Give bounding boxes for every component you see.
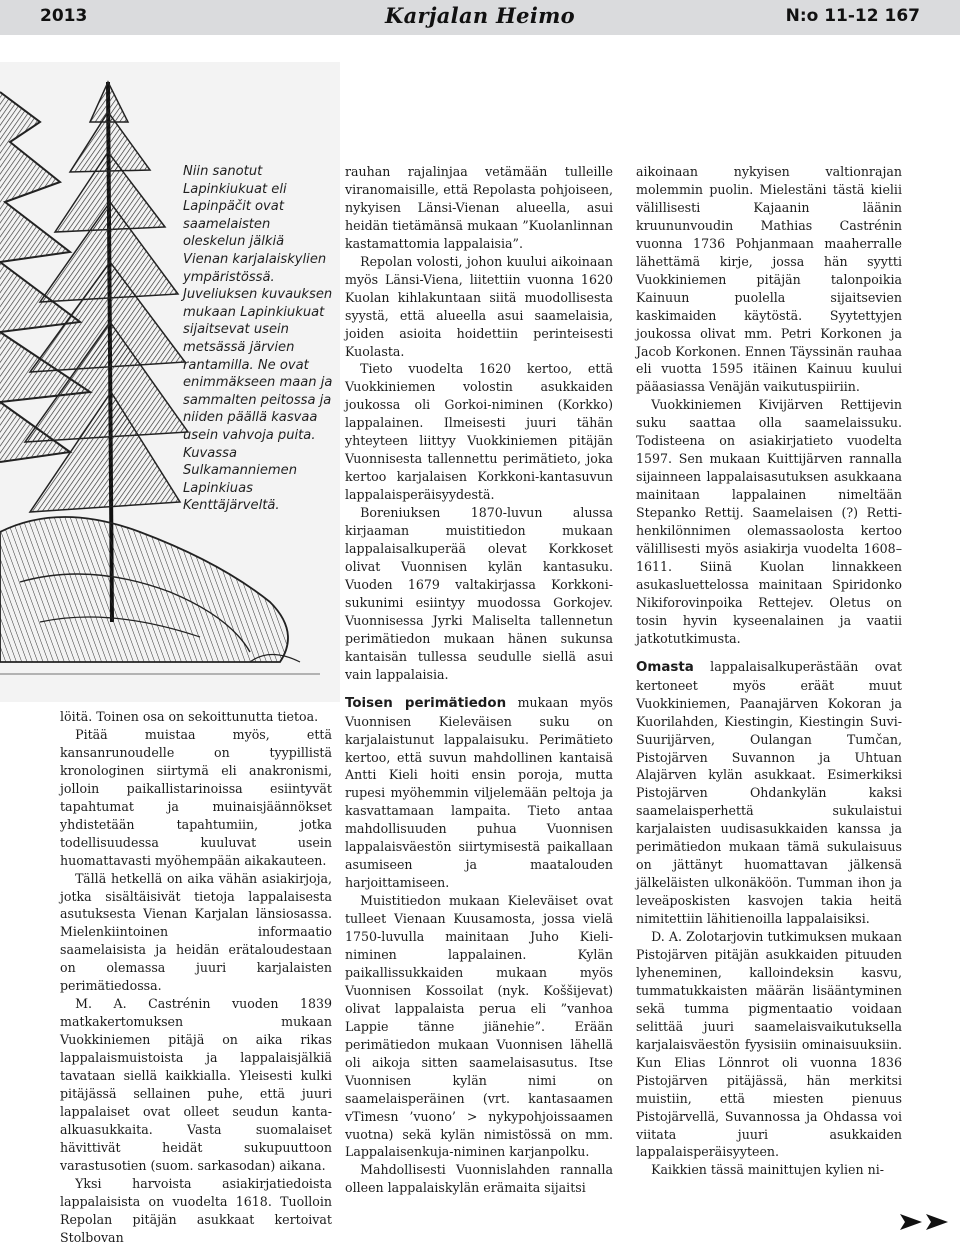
paragraph: Tieto vuodelta 1620 kertoo, että Vuokkiniemen volostin asukkaiden joukossa oli Gorkoi-niminen (Korkko) lappalainen. Ilmeisesti juuri tähän yhteyteen liittyy Vuokkiniemen pitäjän Vuonnisesta tallennettu perimätieto, joka kertoo karjalaisen Korkkoni-kantasuvun lappalaisperäisyydestä. [345,361,613,503]
paragraph: Repolan volosti, johon kuului aikoinaan myös Länsi-Viena, liitettiin vuonna 1620 Kuolan kihlakuntaan siitä muodollisesta syystä, että alueella asui saamelaisia, joiden asioita hoidettiin perinteisesti Kuolasta. [345,253,613,359]
section-paragraph [345,694,613,892]
header-issue-page: N:o 11-12 167 [785,6,920,26]
section-text: lappalaisalkuperästään ovat kertoneet myös eräät muut Vuokkiniemen, Paanajärven Kokoran ja Kuorilahden, Kiestingin, Kiestingin Suvi-Suurijärven, Oulangan Tumčan, Pistojärven Suvannon ja Uhtuan Alajärven kylän asukkaat. Esimerkiksi Pistojärven Ohdankylän kaksi saamelaisperhettä sukulaistui karjalaisten uudisasukkaiden kanssa ja perimätiedon mukaan tämä sukulaisuus on jättänyt huomattavan jälkensä jälkeläisten ulkonäköön. Tumman ihon ja leveäposkisten kasvojen takia heitä nimitettiin lähitienoilla lappalaisiksi. [636,658,902,927]
paragraph: Yksi harvoista asiakirjatiedoista lappalaisista on vuodelta 1618. Tuolloin Repolan pitäjän asukkaat kertoivat Stolbovan [60,1175,332,1245]
paragraph: D. A. Zolotarjovin tutkimuksen mukaan Pistojärven pitäjän asukkaiden pituuden lyheneminen, kalloindeksin kasvu, tummatukkaisten määrän lisääntyminen sekä tumma pigmentaatio voidaan selittää juuri saamelaisvaikutuksella karjalaisväestön fyysisiin ominaisuuksiin. Kun Elias Lönnrot oli vuonna 1836 Pistojärven pitäjässä, hän merkitsi muistiin, että miesten pienuus Pistojärvellä, Suvannossa ja Ohdassa voi viitata juuri asukkaiden lappalaisperäisyyteen. [636,929,902,1160]
paragraph: Vuokkiniemen Kivijärven Rettijevin suku saattaa olla saamelaissuku. Todisteena on asiakirjatieto vuodelta 1597. Sen mukaan Kuittijärven rannalla sijainneen lappalaisasutuksen asukkaana mainitaan lappalainen nimeltään Stepanko Rettij. Saamelaisen (?) Retti-henkilönnimen olemassaolosta kertoo välillisesti myös asiakirja vuodelta 1608–1611. Siinä Kuolan linnakkeen asukasluettelossa mainitaan Spiridonko Nikiforovinpoika Rettejev. Oletus on tosin hyvin kyseenalainen ja vaatii jatkotutkimusta. [636,397,902,646]
paragraph: Tällä hetkellä on aika vähän asiakirjoja, jotka sisältäisivät tietoja lappalaisesta asutuksesta Vienan Karjalan länsiosassa. Mielenkiintoinen informaatio saamelaisista ja heidän erätaloudestaan on olemassa juuri karjalaisten perimätiedossa. [60,870,332,994]
page-header [0,0,960,35]
continue-arrows-icon [900,1214,954,1230]
paragraph: löitä. Toinen osa on sekoittunutta tietoa. [60,709,319,724]
paragraph: M. A. Castrénin vuoden 1839 matkakertomuksen mukaan Vuokkiniemen pitäjä on aika rikas lappalaismuistoista ja lappalaisjälkiä tavataan siellä kaikkialla. Yleisesti kulki pitäjässä sellainen puhe, että juuri lappalaiset ovat olleet seudun kanta-alkuasukkaita. Vasta suomalaiset hävittivät heidät sukupuuttoon varastusotien (suom. sarkasodan) aikana. [60,996,332,1173]
article-column-2 [345,163,613,1197]
paragraph: Mahdollisesti Vuonnislahden rannalla olleen lappalaiskylän erämaita sijaitsi [345,1162,613,1196]
photo-caption: Niin sanotut Lapinkiukuat eli Lapinpäčit ovat saamelaisten oleskelun jälkiä Vienan karjalaiskylien ympäristössä. Juveliuksen kuvauksen mukaan Lapinkiukuat sijaitsevat usein metsässä järvien rantamilla. Ne ovat enimmäkseen maan ja sammalten peitossa ja niiden päällä kasvaa usein vahvoja puita. Kuvassa Sulkamanniemen Lapinkiuas Kenttäjärveltä. [183,164,333,514]
paragraph: Muistitiedon mukaan Kieleväiset ovat tulleet Vienaan Kuusamosta, jossa vielä 1750-luvulla mainitaan Juho Kieli-niminen lappalainen. Kylän paikallissukkaiden mukaan myös Vuonnisen Kossoilat (nyk. Koššijevat) olivat lappalaista perua eli ”vanhoa Lappie tänne jiänehie”. Erään perimätiedon mukaan Vuonnisen lähellä oli aikoja sitten saamelaisasutus. Itse Vuonnisen kylän nimi on saamelaisperäinen (vrt. kantasaamen vTimesn ’vuono’ > nykypohjoissaamen vuotna) sekä kylän nimistössä on mm. Lappalaisenkuja-niminen karjanpolku. [345,893,613,1160]
section-lead: Toisen perimätiedon [345,695,507,711]
paragraph: Kaikkien tässä mainittujen kylien ni- [651,1162,885,1178]
paragraph: aikoinaan nykyisen valtionrajan molemmin puolin. Mielestäni tästä kielii välillisesti Kajaanin läänin kruununvoudin Mathias Castrénin vuonna 1736 Pohjanmaan maaherralle lähettämä kirje, jossa hän syytti Vuokkiniemen pitäjän talonpoikia Kainuun puolella sijaitsevien kaskimaiden käytöstä. Syytettyjen joukossa olivat mm. Petri Korkonen ja Jacob Korkonen. Ennen Täyssinän rauhaa eli vuotta 1595 itäinen Kainuu kuului pääasiassa Venäjän vaikutuspiiriin. [636,164,902,395]
article-column-1 [60,708,332,1247]
paragraph: rauhan rajalinjaa vetämään tulleille viranomaisille, että Repolasta pohjoiseen, nykyisen Länsi-Vienan alueella, asui heidän tietämänsä mukaan ”Kuolanlinnan kastamattomia lappalaisia”. [345,164,613,251]
article-column-3 [636,163,902,1179]
publication-title: Karjalan Heimo [385,3,575,28]
paragraph: Pitää muistaa myös, että kansanrunoudelle on tyypillistä kronologinen siirtymä eli anakronismi, jolloin paikallistarinoissa esiintyvät tapahtumat ja muinaisjäännökset yhdistetään tapahtumiin, jotka todellisuudessa kuuluvat usein huomattavasti myöhempään aikakauteen. [60,726,332,868]
section-paragraph [636,658,902,928]
paragraph: Boreniuksen 1870-luvun alussa kirjaaman muistitiedon mukaan lappalaisalkuperää olevat Korkkoset olivat Vuonnisen kylän kantasuku. Vuoden 1679 valtakirjassa Korkkoni-sukunimi esiintyy muodossa Gorkojev. Vuonnisessa Jyrki Maliselta tallennetun perimätiedon mukaan hänen sukunsa kantaisän tullessa seudulle siellä asui vain lappalaisia. [345,505,613,682]
header-year: 2013 [40,6,88,26]
section-text: mukaan myös Vuonnisen Kieleväisen suku on karjalaistunut lappalaisuku. Perimätieto kertoo, että suvun mahdollinen kantaisä Antti Kieli hoiti ensin poroja, mutta rupesi myöhemmin viljelemään peltoja ja kasvattamaan lampaita. Tieto antaa mahdollisuuden puhua Vuonnisen lappalaisväestön siirtymisestä paikallaan asumiseen ja maatalouden harjoittamiseen. [345,694,614,891]
section-lead: Omasta [636,659,694,675]
